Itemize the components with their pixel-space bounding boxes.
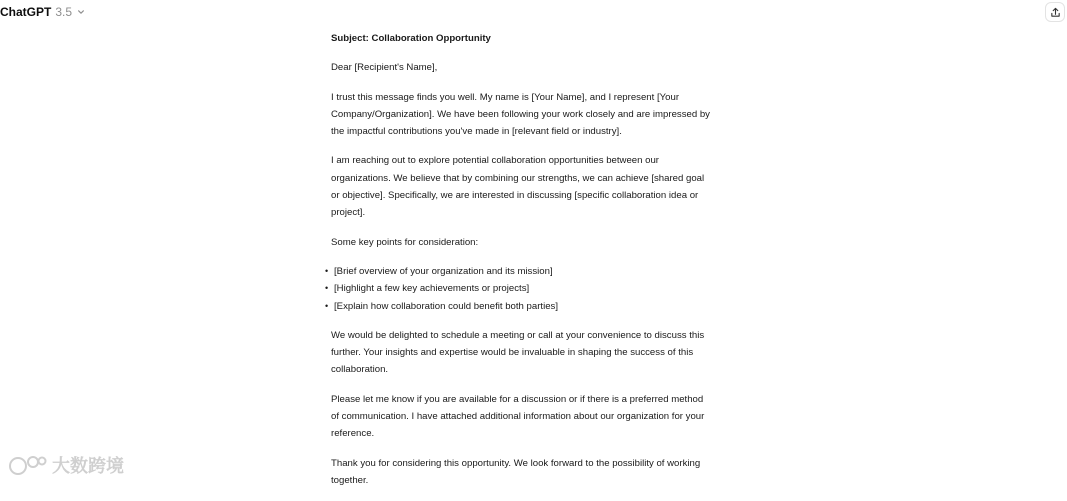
chevron-down-icon — [77, 8, 85, 16]
list-item: • [Highlight a few key achievements or projects] — [331, 280, 711, 297]
share-button[interactable] — [1045, 2, 1065, 22]
key-points-list — [331, 263, 711, 315]
watermark — [8, 452, 124, 478]
model-version: 3.5 — [55, 5, 73, 19]
top-bar — [0, 0, 1067, 26]
assistant-message — [331, 30, 711, 501]
logo-icon — [8, 454, 48, 476]
list-item: • [Explain how collaboration could benefit both parties] — [331, 298, 711, 315]
model-name: ChatGPT — [0, 5, 52, 19]
email-subject: Subject: Collaboration Opportunity — [331, 33, 491, 44]
email-paragraph: Please let me know if you are available for a discussion or if there is a preferred method of communication. I have attached additional information about our organization for your reference. — [331, 393, 705, 440]
share-icon — [1050, 7, 1061, 18]
model-selector[interactable] — [0, 5, 85, 19]
email-paragraph: We would be delighted to schedule a meeting or call at your convenience to discuss this further. Your insights and expertise would be invaluable in shaping the success of this collaboration. — [331, 329, 705, 376]
email-greeting: Dear [Recipient's Name], — [331, 62, 438, 74]
key-points-intro: Some key points for consideration: — [331, 236, 479, 248]
email-paragraph: I am reaching out to explore potential collaboration opportunities between our organizations. We believe that by combining our strengths, we can achieve [shared goal or objective]. Specifically, we are interested in discussing [specific collaboration idea or project]. — [331, 155, 705, 219]
email-paragraph: I trust this message finds you well. My name is [Your Name], and I represent [Your Company/Organization]. We have been following your work closely and are impressed by the impactful contributions you've made in [relevant field or industry]. — [331, 91, 710, 138]
watermark-text: 大数跨境 — [52, 456, 124, 476]
list-item: • [Brief overview of your organization and its mission] — [331, 263, 711, 280]
email-paragraph: Thank you for considering this opportunity. We look forward to the possibility of working together. — [331, 457, 701, 486]
